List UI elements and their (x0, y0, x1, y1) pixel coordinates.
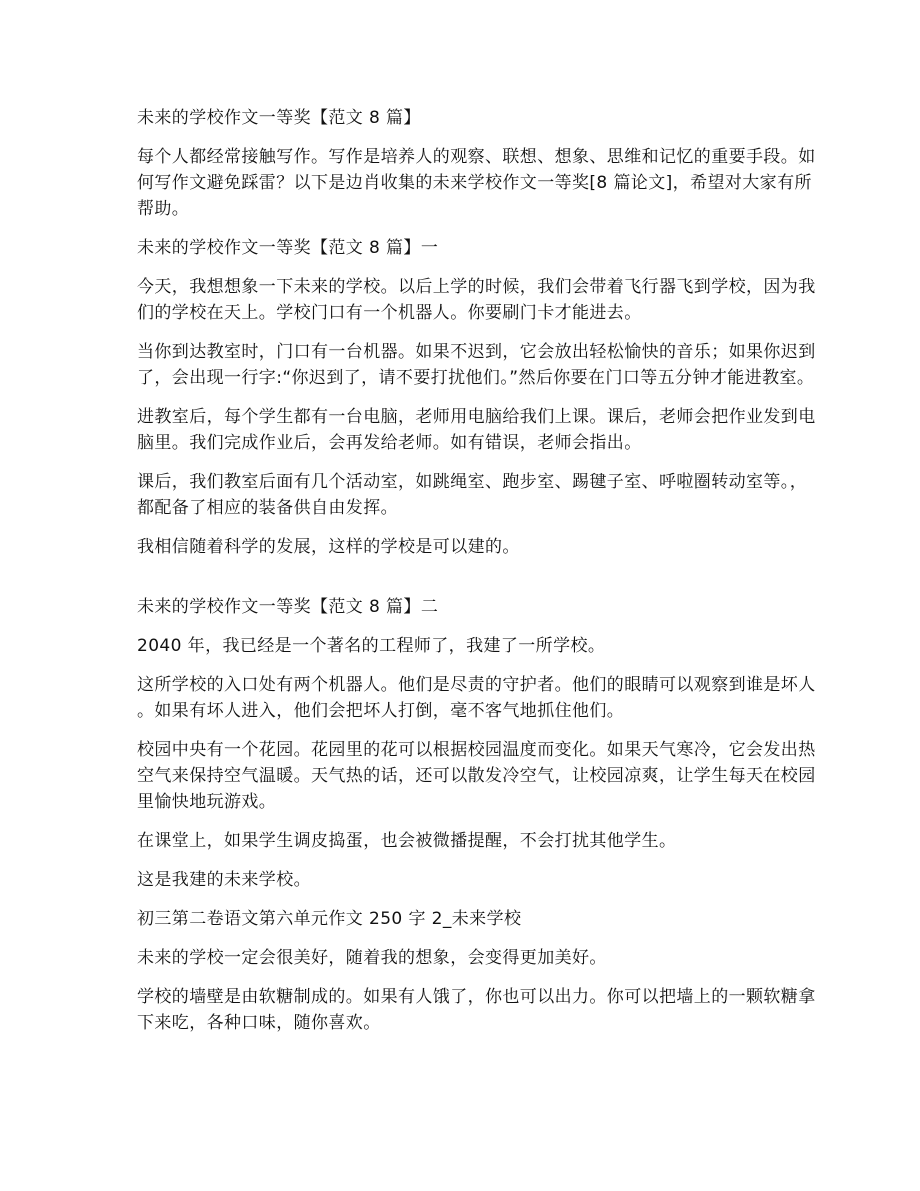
text-line: 里愉快地玩游戏。 (137, 792, 277, 812)
text-line: 。如果有坏人进入，他们会把坏人打倒，毫不客气地抓住他们。 (137, 701, 625, 721)
text-line: 我相信随着科学的发展，这样的学校是可以建的。 (137, 537, 520, 557)
text-line: 脑里。我们完成作业后，会再发给老师。如有错误，老师会指出。 (137, 433, 642, 453)
text-line: 都配备了相应的装备供自由发挥。 (137, 498, 398, 518)
document-body (137, 105, 817, 1049)
text-line: 今天，我想想象一下未来的学校。以后上学的时候，我们会带着飞行器飞到学校，因为我 (137, 277, 816, 297)
paragraph (137, 274, 817, 326)
paragraph (137, 404, 817, 456)
text-line: 这所学校的入口处有两个机器人。他们是尽责的守护者。他们的眼睛可以观察到谁是坏人 (137, 675, 816, 695)
paragraph (137, 867, 817, 893)
text-line: 何写作文避免踩雷？以下是边肖收集的未来学校作文一等奖[8 篇论文]，希望对大家有所 (137, 173, 812, 193)
text-line: 未来的学校作文一等奖【范文 8 篇】二 (137, 597, 439, 617)
text-line: 每个人都经常接触写作。写作是培养人的观察、联想、想象、思维和记忆的重要手段。如 (137, 147, 816, 167)
text-line: 在课堂上，如果学生调皮捣蛋，也会被微播提醒，不会打扰其他学生。 (137, 831, 677, 851)
section-heading (137, 235, 817, 261)
text-line: 下来吃，各种口味，随你喜欢。 (137, 1013, 381, 1033)
paragraph (137, 945, 817, 971)
paragraph (137, 737, 817, 815)
text-line: 校园中央有一个花园。花园里的花可以根据校园温度而变化。如果天气寒冷，它会发出热 (137, 740, 816, 760)
section-heading (137, 906, 817, 932)
text-line: 们的学校在天上。学校门口有一个机器人。你要刷门卡才能进去。 (137, 303, 642, 323)
paragraph (137, 672, 817, 724)
text-line: 课后，我们教室后面有几个活动室，如跳绳室、跑步室、踢毽子室、呼啦圈转动室等。， (137, 472, 808, 492)
text-line: 这是我建的未来学校。 (137, 870, 311, 890)
paragraph (137, 828, 817, 854)
paragraph (137, 339, 817, 391)
text-line: 未来的学校一定会很美好，随着我的想象，会变得更加美好。 (137, 948, 607, 968)
text-line: 初三第二卷语文第六单元作文 250 字 2_未来学校 (137, 909, 522, 929)
text-line: 当你到达教室时，门口有一台机器。如果不迟到，它会放出轻松愉快的音乐；如果你迟到 (137, 342, 816, 362)
section-heading (137, 594, 817, 620)
text-line: 未来的学校作文一等奖【范文 8 篇】 (137, 108, 421, 128)
text-line: 学校的墙壁是由软糖制成的。如果有人饿了，你也可以出力。你可以把墙上的一颗软糖拿 (137, 987, 816, 1007)
text-line: 空气来保持空气温暖。天气热的话，还可以散发冷空气，让校园凉爽，让学生每天在校园 (137, 766, 816, 786)
paragraph (137, 534, 817, 560)
text-line: 了，会出现一行字:“你迟到了，请不要打扰他们。”然后你要在门口等五分钟才能进教室。 (137, 368, 815, 388)
paragraph (137, 984, 817, 1036)
text-line: 2040 年，我已经是一个著名的工程师了，我建了一所学校。 (137, 636, 606, 656)
section-heading (137, 105, 817, 131)
paragraph (137, 144, 817, 222)
text-line: 帮助。 (137, 199, 190, 219)
text-line: 进教室后，每个学生都有一台电脑，老师用电脑给我们上课。课后，老师会把作业发到电 (137, 407, 816, 427)
text-line: 未来的学校作文一等奖【范文 8 篇】一 (137, 238, 439, 258)
paragraph (137, 469, 817, 521)
paragraph (137, 633, 817, 659)
